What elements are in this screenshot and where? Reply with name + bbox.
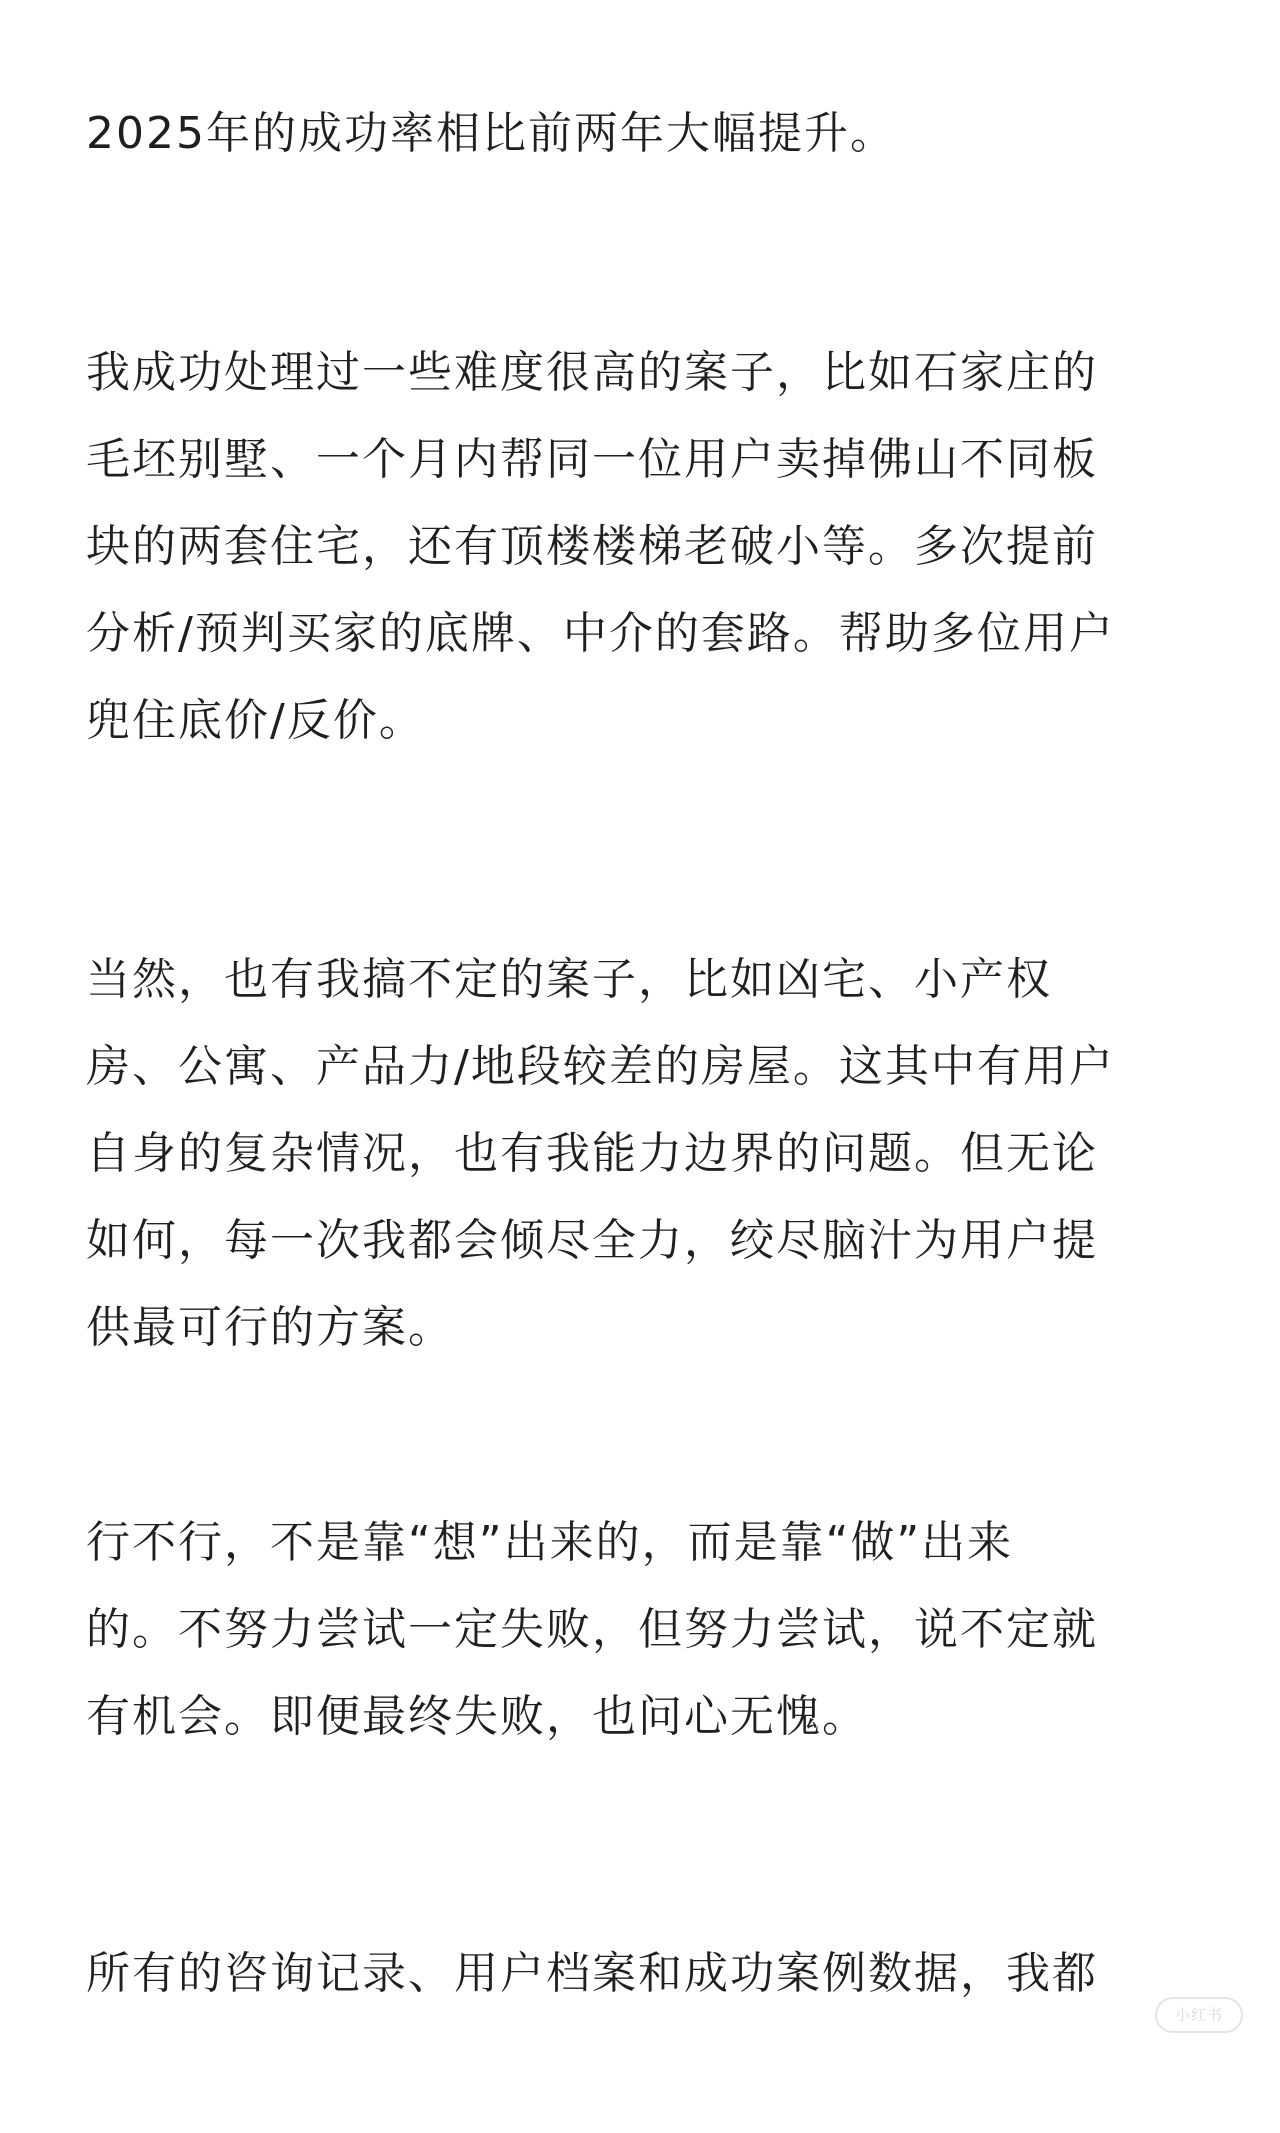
paragraph-line: 块的两套住宅，还有顶楼楼梯老破小等。多次提前: [86, 521, 1098, 572]
watermark-logo: 小红书: [1155, 1997, 1243, 2033]
paragraph-line: 行不行，不是靠“想”出来的，而是靠“做”出来: [86, 1517, 1014, 1568]
paragraph-line: 当然，也有我搞不定的案子，比如凶宅、小产权: [86, 954, 1052, 1005]
paragraph-line: 的。不努力尝试一定失败，但努力尝试，说不定就: [86, 1604, 1098, 1655]
paragraph-line: 所有的咨询记录、用户档案和成功案例数据，我都: [86, 1948, 1098, 1999]
paragraph-unsolved-cases: [86, 936, 1206, 1371]
paragraph-success-rate: [86, 90, 1206, 177]
paragraph-line: 如何，每一次我都会倾尽全力，绞尽脑汁为用户提: [86, 1215, 1098, 1266]
paragraph-line: 兜住底价/反价。: [86, 695, 425, 746]
paragraph-difficult-cases: [86, 329, 1206, 764]
paragraph-line: 有机会。即便最终失败，也问心无愧。: [86, 1691, 868, 1742]
paragraph-line: 我成功处理过一些难度很高的案子，比如石家庄的: [86, 347, 1098, 398]
paragraph-line: 2025年的成功率相比前两年大幅提升。: [86, 108, 896, 159]
paragraph-effort: [86, 1499, 1206, 1760]
paragraph-line: 分析/预判买家的底牌、中介的套路。帮助多位用户: [86, 608, 1115, 659]
paragraph-records: [86, 1930, 1206, 2017]
paragraph-line: 房、公寓、产品力/地段较差的房屋。这其中有用户: [86, 1041, 1115, 1092]
paragraph-line: 自身的复杂情况，也有我能力边界的问题。但无论: [86, 1128, 1098, 1179]
paragraph-line: 供最可行的方案。: [86, 1302, 454, 1353]
paragraph-line: 毛坯别墅、一个月内帮同一位用户卖掉佛山不同板: [86, 434, 1098, 485]
